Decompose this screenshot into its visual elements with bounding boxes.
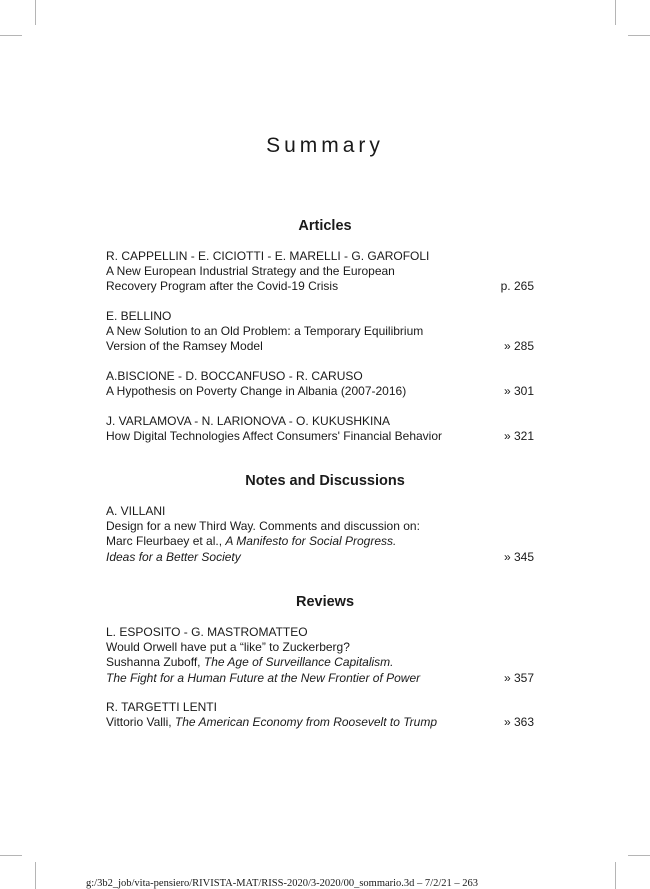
entry-title-line: Version of the Ramsey Model [106,339,263,354]
entry-title-line: A Hypothesis on Poverty Change in Albania (2007-2016) [106,384,407,399]
entry-book-title: The American Economy from Roosevelt to Trump [174,715,438,730]
entry-book-title: The Fight for a Human Future at the New Frontier of Power [106,670,421,685]
print-slug-footer: g:/3b2_job/vita-pensiero/RIVISTA-MAT/RISS-2020/3-2020/00_sommario.3d – 7/2/21 – 263 [86,878,479,889]
entry-title-line: A New European Industrial Strategy and the European [106,264,395,279]
section-heading-reviews: Reviews [295,594,355,610]
entry-title-line [106,715,536,730]
entry-page-number: » 301 [503,384,534,399]
entry-title-prefix: Sushanna Zuboff, [106,655,204,670]
entry-title-prefix: Vittorio Valli, [106,715,175,730]
entry-book-title: A Manifesto for Social Progress. [225,534,397,549]
toc-entry-cappellin [106,249,536,295]
entry-title-line [106,655,536,670]
entry-authors: E. BELLINO [106,309,172,323]
entry-title-line: Recovery Program after the Covid-19 Crisis [106,279,339,294]
crop-mark [35,862,36,889]
entry-book-title: The Age of Surveillance Capitalism. [203,655,394,670]
entry-book-title: Ideas for a Better Society [106,549,241,564]
entry-title-prefix: Marc Fleurbaey et al., [106,534,226,549]
toc-entry-bellino [106,309,536,355]
crop-mark [35,0,36,25]
entry-page-number: p. 265 [500,279,534,294]
toc-entry-biscione [106,369,536,399]
entry-authors: R. TARGETTI LENTI [106,700,217,714]
crop-mark [628,855,650,856]
entry-authors: R. CAPPELLIN - E. CICIOTTI - E. MARELLI - G. GAROFOLI [106,249,430,263]
entry-authors: J. VARLAMOVA - N. LARIONOVA - O. KUKUSHKINA [106,414,391,428]
toc-entry-esposito [106,625,536,686]
entry-title-line: Design for a new Third Way. Comments and discussion on: [106,519,420,534]
toc-entry-targetti-lenti [106,700,536,730]
section-heading-notes: Notes and Discussions [245,473,405,489]
toc-entry-varlamova [106,414,536,444]
entry-page-number: » 345 [503,549,534,564]
entry-page-number: » 363 [503,715,534,730]
crop-mark [615,0,616,25]
entry-title-line: A New Solution to an Old Problem: a Temporary Equilibrium [106,324,424,339]
crop-mark [0,855,22,856]
page-title: Summary [266,134,384,157]
entry-title-line: Would Orwell have put a “like” to Zuckerberg? [106,640,350,655]
crop-mark [0,35,22,36]
entry-authors: L. ESPOSITO - G. MASTROMATTEO [106,625,308,639]
entry-authors: A. VILLANI [106,504,166,518]
entry-page-number: » 357 [503,670,534,685]
entry-title-line: How Digital Technologies Affect Consumers' Financial Behavior [106,429,443,444]
crop-mark [615,862,616,889]
entry-authors: A.BISCIONE - D. BOCCANFUSO - R. CARUSO [106,369,363,383]
entry-page-number: » 285 [503,339,534,354]
section-heading-articles: Articles [298,218,352,234]
toc-entry-villani [106,504,536,565]
crop-mark [628,35,650,36]
entry-title-line [106,534,536,549]
entry-page-number: » 321 [503,429,534,444]
